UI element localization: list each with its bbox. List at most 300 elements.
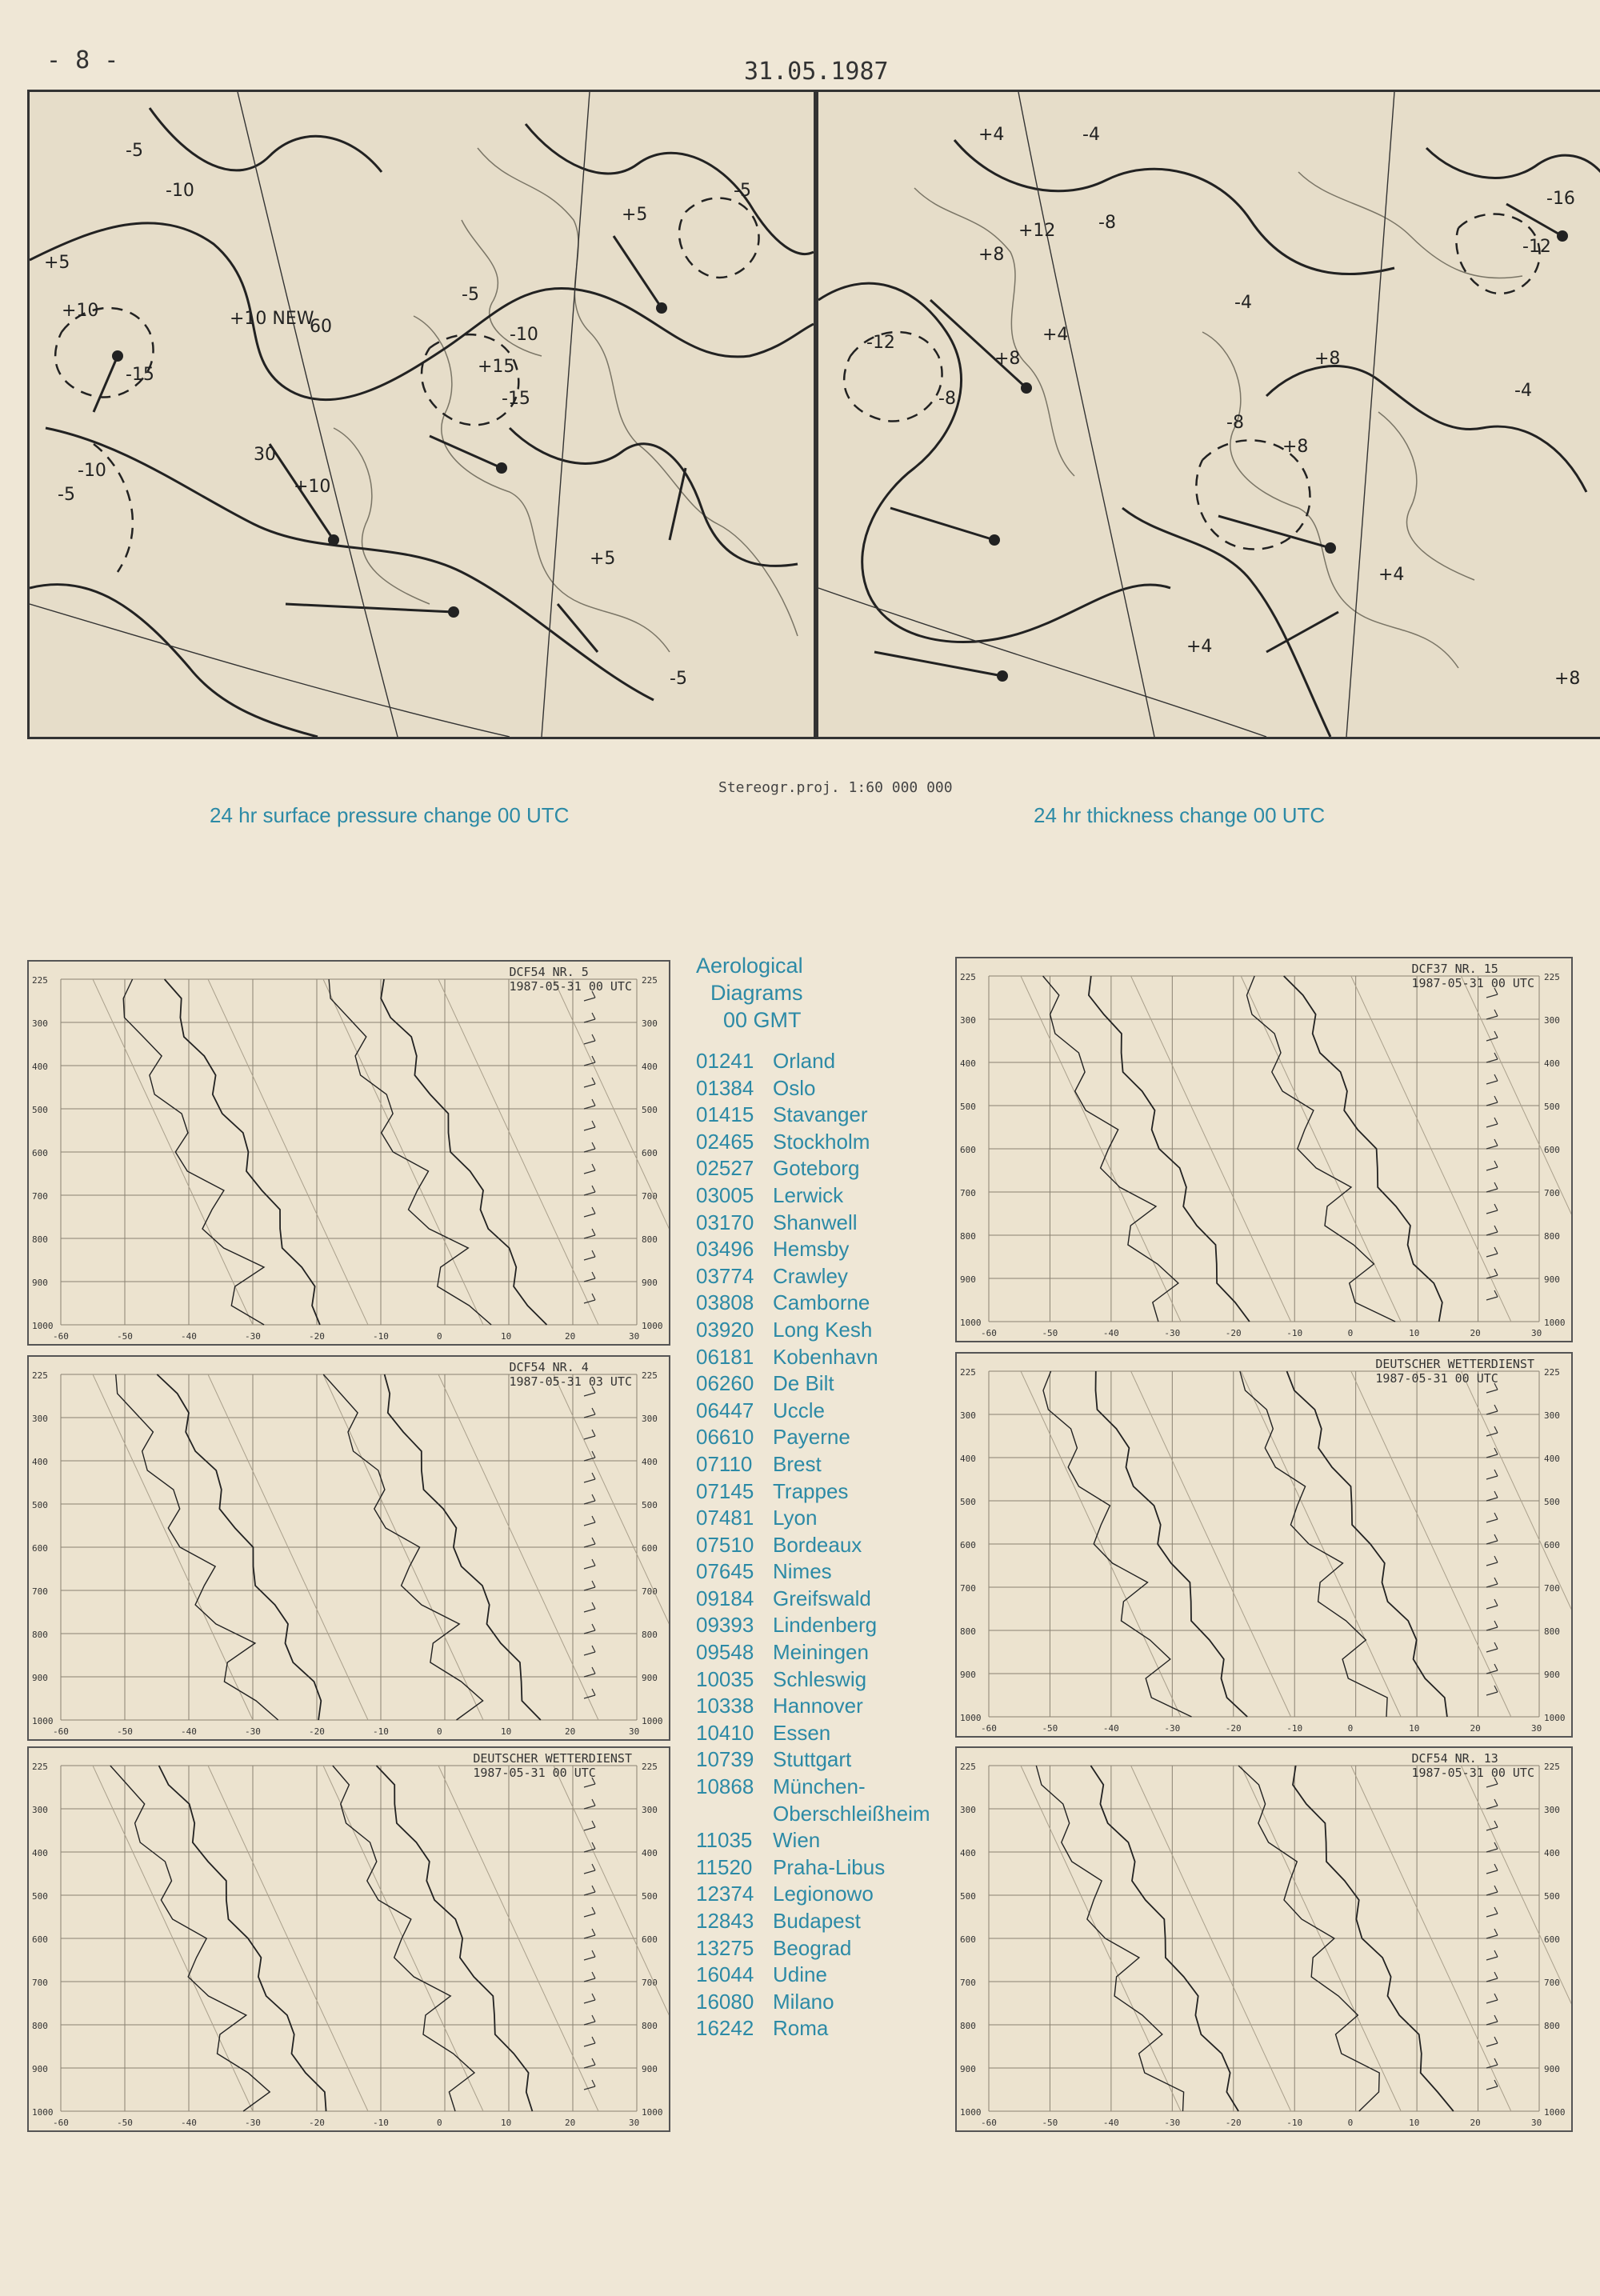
diagram-chart <box>957 1354 1571 1736</box>
wind-barb <box>584 1602 595 1612</box>
station-list <box>696 1048 952 2042</box>
wind-barb <box>1486 1204 1498 1214</box>
map-label: +8 <box>1282 437 1309 457</box>
wind-barb <box>1486 2037 1498 2046</box>
pressure-label: 1000 <box>1544 2107 1566 2118</box>
diagram-date: 1987-05-31 <box>1411 1766 1484 1780</box>
diagram-time: 00 UTC <box>1490 976 1534 990</box>
pressure-label: 700 <box>960 1188 976 1198</box>
station-code: 06260 <box>696 1371 754 1396</box>
pressure-label: 800 <box>642 1234 658 1245</box>
pressure-label: 900 <box>960 2064 976 2074</box>
station-row <box>696 1182 952 1210</box>
map-label: -10 <box>166 181 194 201</box>
temperature-label: -60 <box>53 2118 69 2128</box>
wind-barb <box>584 1272 595 1282</box>
temperature-label: -50 <box>1042 1328 1058 1338</box>
map-label: +8 <box>994 349 1021 369</box>
wind-barb <box>584 1538 595 1547</box>
diagram-time: 00 UTC <box>1490 1766 1534 1780</box>
track <box>1218 516 1330 548</box>
diagram-datetime <box>1411 1766 1534 1780</box>
station-name: Greifswald <box>773 1586 871 1610</box>
diagram-date: 1987-05-31 <box>1411 976 1484 990</box>
pressure-label: 900 <box>642 1278 658 1288</box>
graticule <box>1346 92 1394 737</box>
pressure-label: 700 <box>960 1583 976 1594</box>
station-row <box>696 1854 952 1882</box>
coastline <box>414 316 670 652</box>
pressure-label: 400 <box>32 1848 48 1858</box>
station-row <box>696 1989 952 2016</box>
map-label: -5 <box>670 669 687 689</box>
diagram-header <box>1411 1751 1534 1780</box>
diagram-header <box>1375 1357 1534 1386</box>
centre-marker <box>496 462 507 474</box>
wind-barb <box>584 1078 595 1087</box>
thickness-isopleth <box>954 140 1394 274</box>
station-row <box>696 1666 952 1694</box>
station-code: 01415 <box>696 1102 754 1127</box>
wind-barb <box>584 1624 595 1634</box>
station-row <box>696 1746 952 1774</box>
station-row <box>696 1317 952 1344</box>
wind-barb <box>584 1142 595 1152</box>
pressure-label: 400 <box>642 1848 658 1858</box>
temperature-label: 0 <box>437 1726 442 1737</box>
map-label: +8 <box>1314 349 1341 369</box>
pressure-label: 500 <box>32 1105 48 1115</box>
station-row <box>696 1424 952 1451</box>
temperature-label: -30 <box>245 2118 261 2128</box>
diagram-title: DCF54 NR. 5 <box>509 965 589 979</box>
station-name: Goteborg <box>773 1156 860 1181</box>
station-name: Wien <box>773 1828 821 1853</box>
diagram-datetime <box>509 979 632 994</box>
wind-barb <box>584 1516 595 1526</box>
temperature-label: -50 <box>1042 2118 1058 2128</box>
surface-pressure-map <box>27 90 816 739</box>
map-label: -5 <box>126 141 143 161</box>
temperature-label: -10 <box>373 1726 389 1737</box>
pressure-label: 400 <box>32 1062 48 1072</box>
station-row <box>696 1639 952 1666</box>
temperature-label: -10 <box>1286 1723 1303 1734</box>
pressure-label: 700 <box>1544 1188 1560 1198</box>
temperature-label: 20 <box>565 1331 576 1342</box>
pressure-label: 1000 <box>32 2107 54 2118</box>
pressure-label: 800 <box>960 1231 976 1242</box>
station-code: 06447 <box>696 1398 754 1422</box>
map-label: -15 <box>126 365 154 385</box>
temperature-label: 20 <box>1470 2118 1481 2128</box>
station-code: 02465 <box>696 1129 754 1154</box>
temperature-label: -40 <box>181 2118 197 2128</box>
station-row <box>696 1344 952 1371</box>
station-name: Roma <box>773 2016 829 2041</box>
wind-barb <box>1486 1010 1498 1019</box>
wind-barb <box>1486 1269 1498 1278</box>
station-row <box>696 1048 952 1075</box>
diagram-chart <box>29 1748 669 2130</box>
wind-barb <box>1486 2080 1498 2090</box>
temperature-label: -40 <box>1102 1328 1119 1338</box>
wind-barb <box>584 1667 595 1677</box>
pressure-label: 300 <box>642 1805 658 1815</box>
pressure-label: 300 <box>960 1015 976 1026</box>
temperature-label: -40 <box>1102 1723 1119 1734</box>
diagram-date: 1987-05-31 <box>509 1374 582 1389</box>
pressure-label: 300 <box>642 1018 658 1029</box>
temperature-label: -20 <box>309 1331 325 1342</box>
track <box>558 604 598 652</box>
wind-barb <box>1486 1950 1498 1960</box>
station-row <box>696 1210 952 1237</box>
centre-marker <box>656 302 667 314</box>
station-name: Stuttgart <box>773 1747 852 1772</box>
centre-marker <box>1021 382 1032 394</box>
wind-barb <box>584 1229 595 1238</box>
wind-barb <box>584 1994 595 2003</box>
station-name: Bordeaux <box>773 1532 862 1557</box>
map-label: +12 <box>1018 221 1056 241</box>
thickness-change-map-drawing <box>818 92 1600 737</box>
wind-barb <box>1486 1053 1498 1062</box>
station-code: 13275 <box>696 1935 754 1960</box>
station-row <box>696 1075 952 1102</box>
aerological-diagram <box>27 1355 670 1741</box>
wind-barb <box>584 1950 595 1960</box>
station-name: Nimes <box>773 1559 832 1584</box>
station-name: Crawley <box>773 1263 848 1288</box>
station-row <box>696 1155 952 1182</box>
station-row <box>696 1370 952 1398</box>
station-name: Lerwick <box>773 1182 844 1207</box>
map-label: +8 <box>978 245 1005 265</box>
wind-barb <box>584 1494 595 1504</box>
station-code: 10035 <box>696 1666 754 1691</box>
pressure-label: 1000 <box>642 2107 663 2118</box>
map-label: -10 <box>510 325 538 345</box>
station-code: 03170 <box>696 1210 754 1234</box>
projection-note: Stereogr.proj. 1:60 000 000 <box>718 779 953 796</box>
map-label: -5 <box>58 485 75 505</box>
pressure-label: 600 <box>960 1540 976 1550</box>
temperature-label: -30 <box>245 1331 261 1342</box>
pressure-label: 1000 <box>1544 1713 1566 1723</box>
station-row <box>696 1505 952 1532</box>
temperature-label: 0 <box>437 2118 442 2128</box>
pressure-label: 800 <box>642 1630 658 1640</box>
pressure-label: 225 <box>642 1762 658 1772</box>
wind-barb <box>584 2015 595 2025</box>
station-name: Beograd <box>773 1935 852 1960</box>
pressure-label: 225 <box>1544 1367 1560 1378</box>
pressure-label: 600 <box>32 1148 48 1158</box>
diagram-title: DEUTSCHER WETTERDIENST <box>1375 1357 1534 1371</box>
station-row <box>696 1720 952 1747</box>
pressure-label: 400 <box>960 1848 976 1858</box>
station-row <box>696 1693 952 1720</box>
station-code: 11035 <box>696 1828 753 1853</box>
wind-barb <box>584 1164 595 1174</box>
wind-barb <box>584 1186 595 1195</box>
station-name: Shanwell <box>773 1210 858 1234</box>
wind-barb <box>584 1929 595 1938</box>
diagram-chart <box>957 958 1571 1341</box>
temperature-label: -50 <box>1042 1723 1058 1734</box>
thickness-caption: 24 hr thickness change 00 UTC <box>1034 803 1326 827</box>
pressure-label: 700 <box>960 1978 976 1988</box>
station-name: Legionowo <box>773 1882 874 1906</box>
wind-barb <box>1486 1994 1498 2003</box>
wind-barb <box>1486 1821 1498 1830</box>
diagram-datetime <box>509 1374 632 1389</box>
temperature-label: -20 <box>1225 1723 1242 1734</box>
wind-barb <box>584 2058 595 2068</box>
diagram-title: DCF54 NR. 4 <box>509 1360 589 1374</box>
temperature-label: 20 <box>1470 1723 1481 1734</box>
wind-barb <box>584 1799 595 1809</box>
pressure-label: 900 <box>32 2064 48 2074</box>
station-row <box>696 1129 952 1156</box>
isallobar <box>526 124 814 254</box>
wind-barb <box>1486 2015 1498 2025</box>
legend-subtitle: Diagrams <box>710 981 803 1005</box>
station-legend <box>696 952 952 2042</box>
diagram-title: DCF37 NR. 15 <box>1411 962 1498 976</box>
track <box>1266 612 1338 652</box>
station-code: 09548 <box>696 1640 754 1665</box>
station-name: Schleswig <box>773 1666 867 1691</box>
temperature-label: 30 <box>1531 2118 1542 2128</box>
track <box>614 236 662 308</box>
temperature-label: 20 <box>565 1726 576 1737</box>
isallobar-negative <box>679 198 759 278</box>
pressure-label: 600 <box>642 1543 658 1554</box>
pressure-label: 800 <box>32 1234 48 1245</box>
map-label: -15 <box>502 389 530 409</box>
station-name: Oslo <box>773 1075 816 1100</box>
station-name: Lindenberg <box>773 1613 878 1638</box>
station-name: Stockholm <box>773 1129 870 1154</box>
pressure-label: 225 <box>960 1367 976 1378</box>
station-row <box>696 1612 952 1639</box>
diagram-chart <box>29 962 669 1344</box>
pressure-label: 700 <box>32 1586 48 1597</box>
temperature-label: -10 <box>373 2118 389 2128</box>
station-code: 07110 <box>696 1451 753 1476</box>
diagram-datetime <box>1375 1371 1534 1386</box>
wind-barb <box>1486 1161 1498 1170</box>
pressure-label: 900 <box>32 1278 48 1288</box>
station-name: München- <box>773 1774 866 1799</box>
pressure-label: 600 <box>1544 1934 1560 1945</box>
temperature-label: 10 <box>1409 1328 1420 1338</box>
station-row <box>696 1908 952 1935</box>
temperature-label: -40 <box>181 1331 197 1342</box>
page-number: - 8 - <box>46 46 119 74</box>
pressure-label: 225 <box>960 1762 976 1772</box>
temperature-label: -10 <box>1286 1328 1303 1338</box>
map-label: 60 <box>310 317 332 337</box>
pressure-label: 225 <box>960 972 976 982</box>
map-label: -8 <box>938 389 956 409</box>
map-label: +4 <box>1186 637 1213 657</box>
station-code: 16242 <box>696 2016 754 2041</box>
diagram-separator <box>582 1374 589 1389</box>
pressure-label: 225 <box>642 975 658 986</box>
station-name: Udine <box>773 1962 827 1987</box>
coastline <box>1378 412 1474 580</box>
station-code: 07645 <box>696 1559 754 1584</box>
map-label: +5 <box>622 205 648 225</box>
station-row <box>696 1586 952 1613</box>
centre-marker <box>1325 542 1336 554</box>
map-label: -10 <box>78 461 106 481</box>
wind-barb <box>1486 1556 1498 1566</box>
pressure-label: 900 <box>1544 1274 1560 1285</box>
station-name: Uccle <box>773 1398 826 1422</box>
pressure-label: 700 <box>1544 1978 1560 1988</box>
station-row <box>696 1962 952 1989</box>
pressure-label: 700 <box>642 1978 658 1988</box>
station-code: 07510 <box>696 1532 754 1557</box>
wind-barb <box>1486 1491 1498 1501</box>
pressure-label: 600 <box>960 1145 976 1155</box>
diagram-separator <box>582 979 589 994</box>
wind-barb <box>1486 1139 1498 1149</box>
wind-barb <box>584 1972 595 1982</box>
pressure-label: 300 <box>642 1414 658 1424</box>
legend-title: Aerological <box>696 954 803 978</box>
coastline <box>1298 172 1522 278</box>
station-row <box>696 1478 952 1506</box>
pressure-label: 900 <box>32 1673 48 1683</box>
station-row <box>696 1801 952 1828</box>
pressure-label: 225 <box>1544 1762 1560 1772</box>
station-row <box>696 1102 952 1129</box>
station-code: 03920 <box>696 1317 754 1342</box>
wind-barb <box>584 1689 595 1698</box>
pressure-label: 500 <box>32 1891 48 1902</box>
station-name: Hemsby <box>773 1237 850 1262</box>
station-row <box>696 1558 952 1586</box>
pressure-label: 700 <box>642 1586 658 1597</box>
temperature-label: 10 <box>1409 2118 1420 2128</box>
diagram-separator <box>1484 1766 1491 1780</box>
wind-barb <box>1486 1226 1498 1235</box>
pressure-label: 1000 <box>32 1716 54 1726</box>
station-code: 09393 <box>696 1613 754 1638</box>
wind-barb <box>1486 1578 1498 1587</box>
map-label: -12 <box>1522 237 1551 257</box>
wind-barb <box>1486 1799 1498 1809</box>
wind-barb <box>1486 1426 1498 1436</box>
wind-barb <box>584 1473 595 1482</box>
temperature-label: 10 <box>501 1726 512 1737</box>
map-label: -4 <box>1514 381 1532 401</box>
pressure-label: 300 <box>1544 1410 1560 1421</box>
pressure-label: 300 <box>1544 1805 1560 1815</box>
station-code: 09184 <box>696 1586 754 1610</box>
pressure-label: 500 <box>642 1891 658 1902</box>
temperature-label: -60 <box>981 2118 997 2128</box>
pressure-label: 225 <box>1544 972 1560 982</box>
pressure-label: 600 <box>1544 1540 1560 1550</box>
station-row <box>696 1881 952 1908</box>
station-name: Camborne <box>773 1290 870 1315</box>
pressure-label: 800 <box>960 1626 976 1637</box>
surface-pressure-caption: 24 hr surface pressure change 00 UTC <box>210 803 570 827</box>
station-name: Long Kesh <box>773 1317 873 1342</box>
station-code: 12374 <box>696 1882 754 1906</box>
wind-barb <box>1486 1405 1498 1414</box>
temperature-label: 0 <box>1347 1723 1354 1734</box>
station-row <box>696 1774 952 1801</box>
temperature-label: 30 <box>629 1726 640 1737</box>
pressure-label: 500 <box>642 1500 658 1510</box>
pressure-label: 900 <box>642 1673 658 1683</box>
diagram-time: 00 UTC <box>588 979 632 994</box>
diagram-title: DEUTSCHER WETTERDIENST <box>473 1751 632 1766</box>
surface-pressure-map-drawing <box>30 92 814 737</box>
diagram-chart <box>957 1748 1571 2130</box>
diagram-header <box>473 1751 632 1780</box>
map-label: -12 <box>866 333 895 353</box>
pressure-label: 300 <box>32 1414 48 1424</box>
pressure-label: 400 <box>960 1058 976 1069</box>
station-code: 03774 <box>696 1263 754 1288</box>
thickness-isopleth <box>1266 366 1586 492</box>
pressure-label: 300 <box>1544 1015 1560 1026</box>
pressure-label: 225 <box>642 1370 658 1381</box>
temperature-label: -30 <box>1164 2118 1181 2128</box>
wind-barb <box>1486 1599 1498 1609</box>
pressure-label: 1000 <box>960 1318 982 1328</box>
wind-barb <box>1486 1534 1498 1544</box>
station-row <box>696 1290 952 1317</box>
station-name: Payerne <box>773 1425 850 1450</box>
station-name: Kobenhavn <box>773 1344 878 1369</box>
pressure-label: 900 <box>1544 1670 1560 1680</box>
pressure-label: 500 <box>1544 1891 1560 1902</box>
wind-barb <box>584 1581 595 1590</box>
wind-barb <box>584 1034 595 1044</box>
pressure-label: 400 <box>1544 1454 1560 1464</box>
wind-barb <box>584 1430 595 1439</box>
station-row <box>696 1532 952 1559</box>
pressure-label: 600 <box>642 1934 658 1945</box>
temperature-label: 30 <box>1531 1723 1542 1734</box>
station-code: 02527 <box>696 1156 754 1181</box>
station-code <box>696 1801 766 1828</box>
station-row <box>696 1398 952 1425</box>
pressure-label: 900 <box>1544 2064 1560 2074</box>
isallobar <box>510 428 798 566</box>
wind-barb <box>1486 1448 1498 1458</box>
graticule <box>542 92 590 737</box>
temperature-label: -20 <box>309 1726 325 1737</box>
pressure-label: 700 <box>32 1191 48 1202</box>
wind-barb <box>1486 1686 1498 1695</box>
station-name: Essen <box>773 1720 831 1745</box>
map-label: -8 <box>1098 213 1116 233</box>
pressure-label: 700 <box>642 1191 658 1202</box>
wind-barb <box>1486 1247 1498 1257</box>
station-code: 03005 <box>696 1182 754 1207</box>
pressure-label: 1000 <box>642 1321 663 1331</box>
